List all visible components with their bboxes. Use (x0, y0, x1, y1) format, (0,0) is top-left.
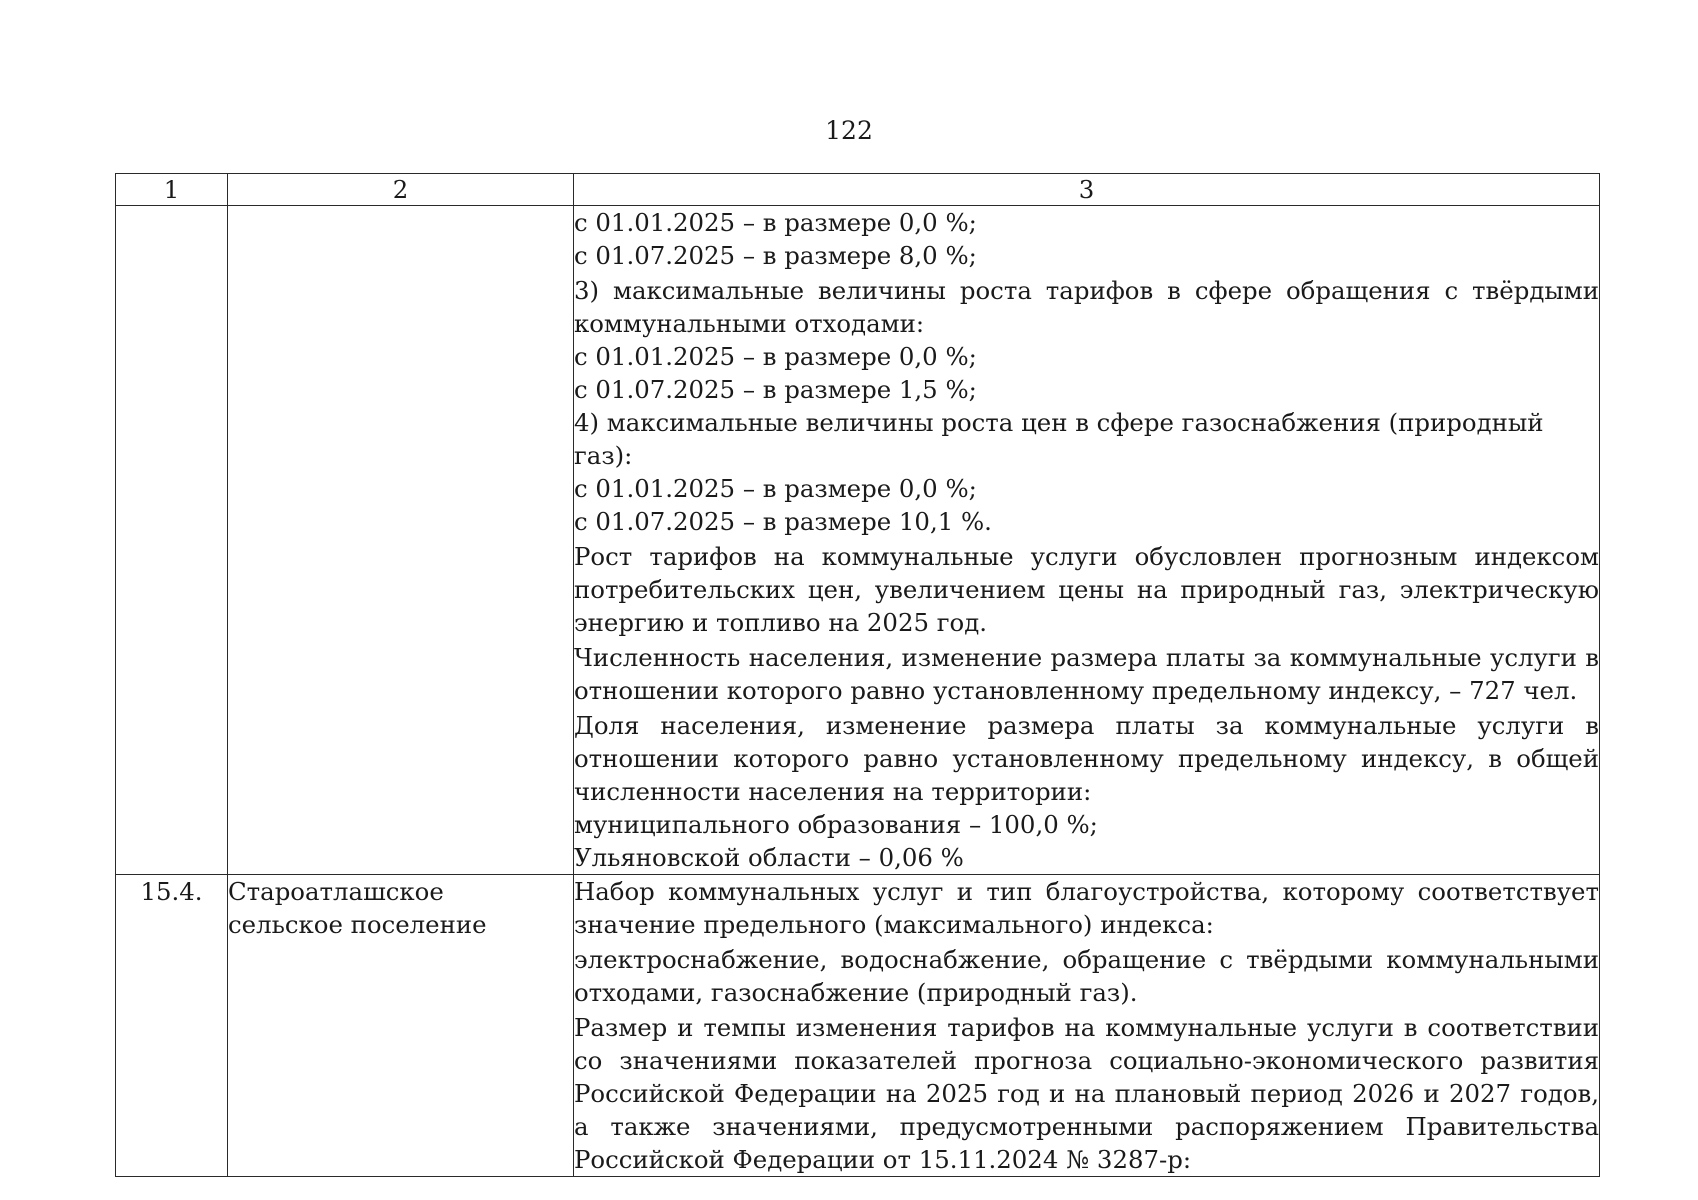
table-header-row (116, 174, 1600, 206)
description-paragraphs (574, 875, 1599, 1176)
settlement-name-cell (228, 875, 574, 1177)
paragraph: Размер и темпы изменения тарифов на коммунальные услуги в соответствии со значениями показателей прогноза социально-экономического развития Российской Федерации на 2025 год и на плановый период 2026 и 2027 годов, а также значениями, предусмотренными распоряжением Правительства Российской Федерации от 15.11.2024 № 3287-р: (574, 1013, 1599, 1174)
paragraph: с 01.01.2025 – в размере 0,0 %; (574, 474, 977, 503)
paragraph: Ульяновской области – 0,06 % (574, 843, 964, 872)
table-row-15-4 (116, 875, 1600, 1177)
paragraph: муниципального образования – 100,0 %; (574, 810, 1098, 839)
settlement-name-line: Староатлашское (228, 877, 444, 906)
paragraph: 3) максимальные величины роста тарифов в сфере обращения с твёрдыми коммунальными отходами: (574, 276, 1599, 338)
paragraph: Набор коммунальных услуг и тип благоустройства, которому соответствует значение предельного (максимального) индекса: (574, 877, 1599, 939)
description-paragraphs (574, 206, 1599, 874)
description-cell (574, 206, 1600, 875)
column-header-1: 1 (116, 174, 228, 206)
column-header-3: 3 (574, 174, 1600, 206)
paragraph: Рост тарифов на коммунальные услуги обусловлен прогнозным индексом потребительских цен, увеличением цены на природный газ, электрическую энергию и топливо на 2025 год. (574, 542, 1599, 637)
paragraph: Численность населения, изменение размера платы за коммунальные услуги в отношении которого равно установленному предельному индексу, – 727 чел. (574, 643, 1599, 705)
paragraph: электроснабжение, водоснабжение, обращение с твёрдыми коммунальными отходами, газоснабжение (природный газ). (574, 945, 1599, 1007)
description-cell (574, 875, 1600, 1177)
column-header-2: 2 (228, 174, 574, 206)
page-number: 122 (825, 116, 873, 145)
paragraph: с 01.01.2025 – в размере 0,0 %; (574, 342, 977, 371)
paragraph: с 01.07.2025 – в размере 8,0 %; (574, 241, 977, 270)
settlement-name-line: сельское поселение (228, 910, 487, 939)
paragraph: с 01.07.2025 – в размере 10,1 %. (574, 507, 992, 536)
table-row-continued (116, 206, 1600, 875)
paragraph: с 01.01.2025 – в размере 0,0 %; (574, 208, 977, 237)
tariff-table (115, 173, 1600, 1177)
row-number-cell: 15.4. (116, 875, 228, 1177)
paragraph: с 01.07.2025 – в размере 1,5 %; (574, 375, 977, 404)
settlement-name-cell (228, 206, 574, 875)
row-number-cell (116, 206, 228, 875)
paragraph: 4) максимальные величины роста цен в сфере газоснабжения (природный газ): (574, 408, 1544, 470)
paragraph: Доля населения, изменение размера платы за коммунальные услуги в отношении которого равно установленному предельному индексу, в общей численности населения на территории: (574, 711, 1599, 806)
